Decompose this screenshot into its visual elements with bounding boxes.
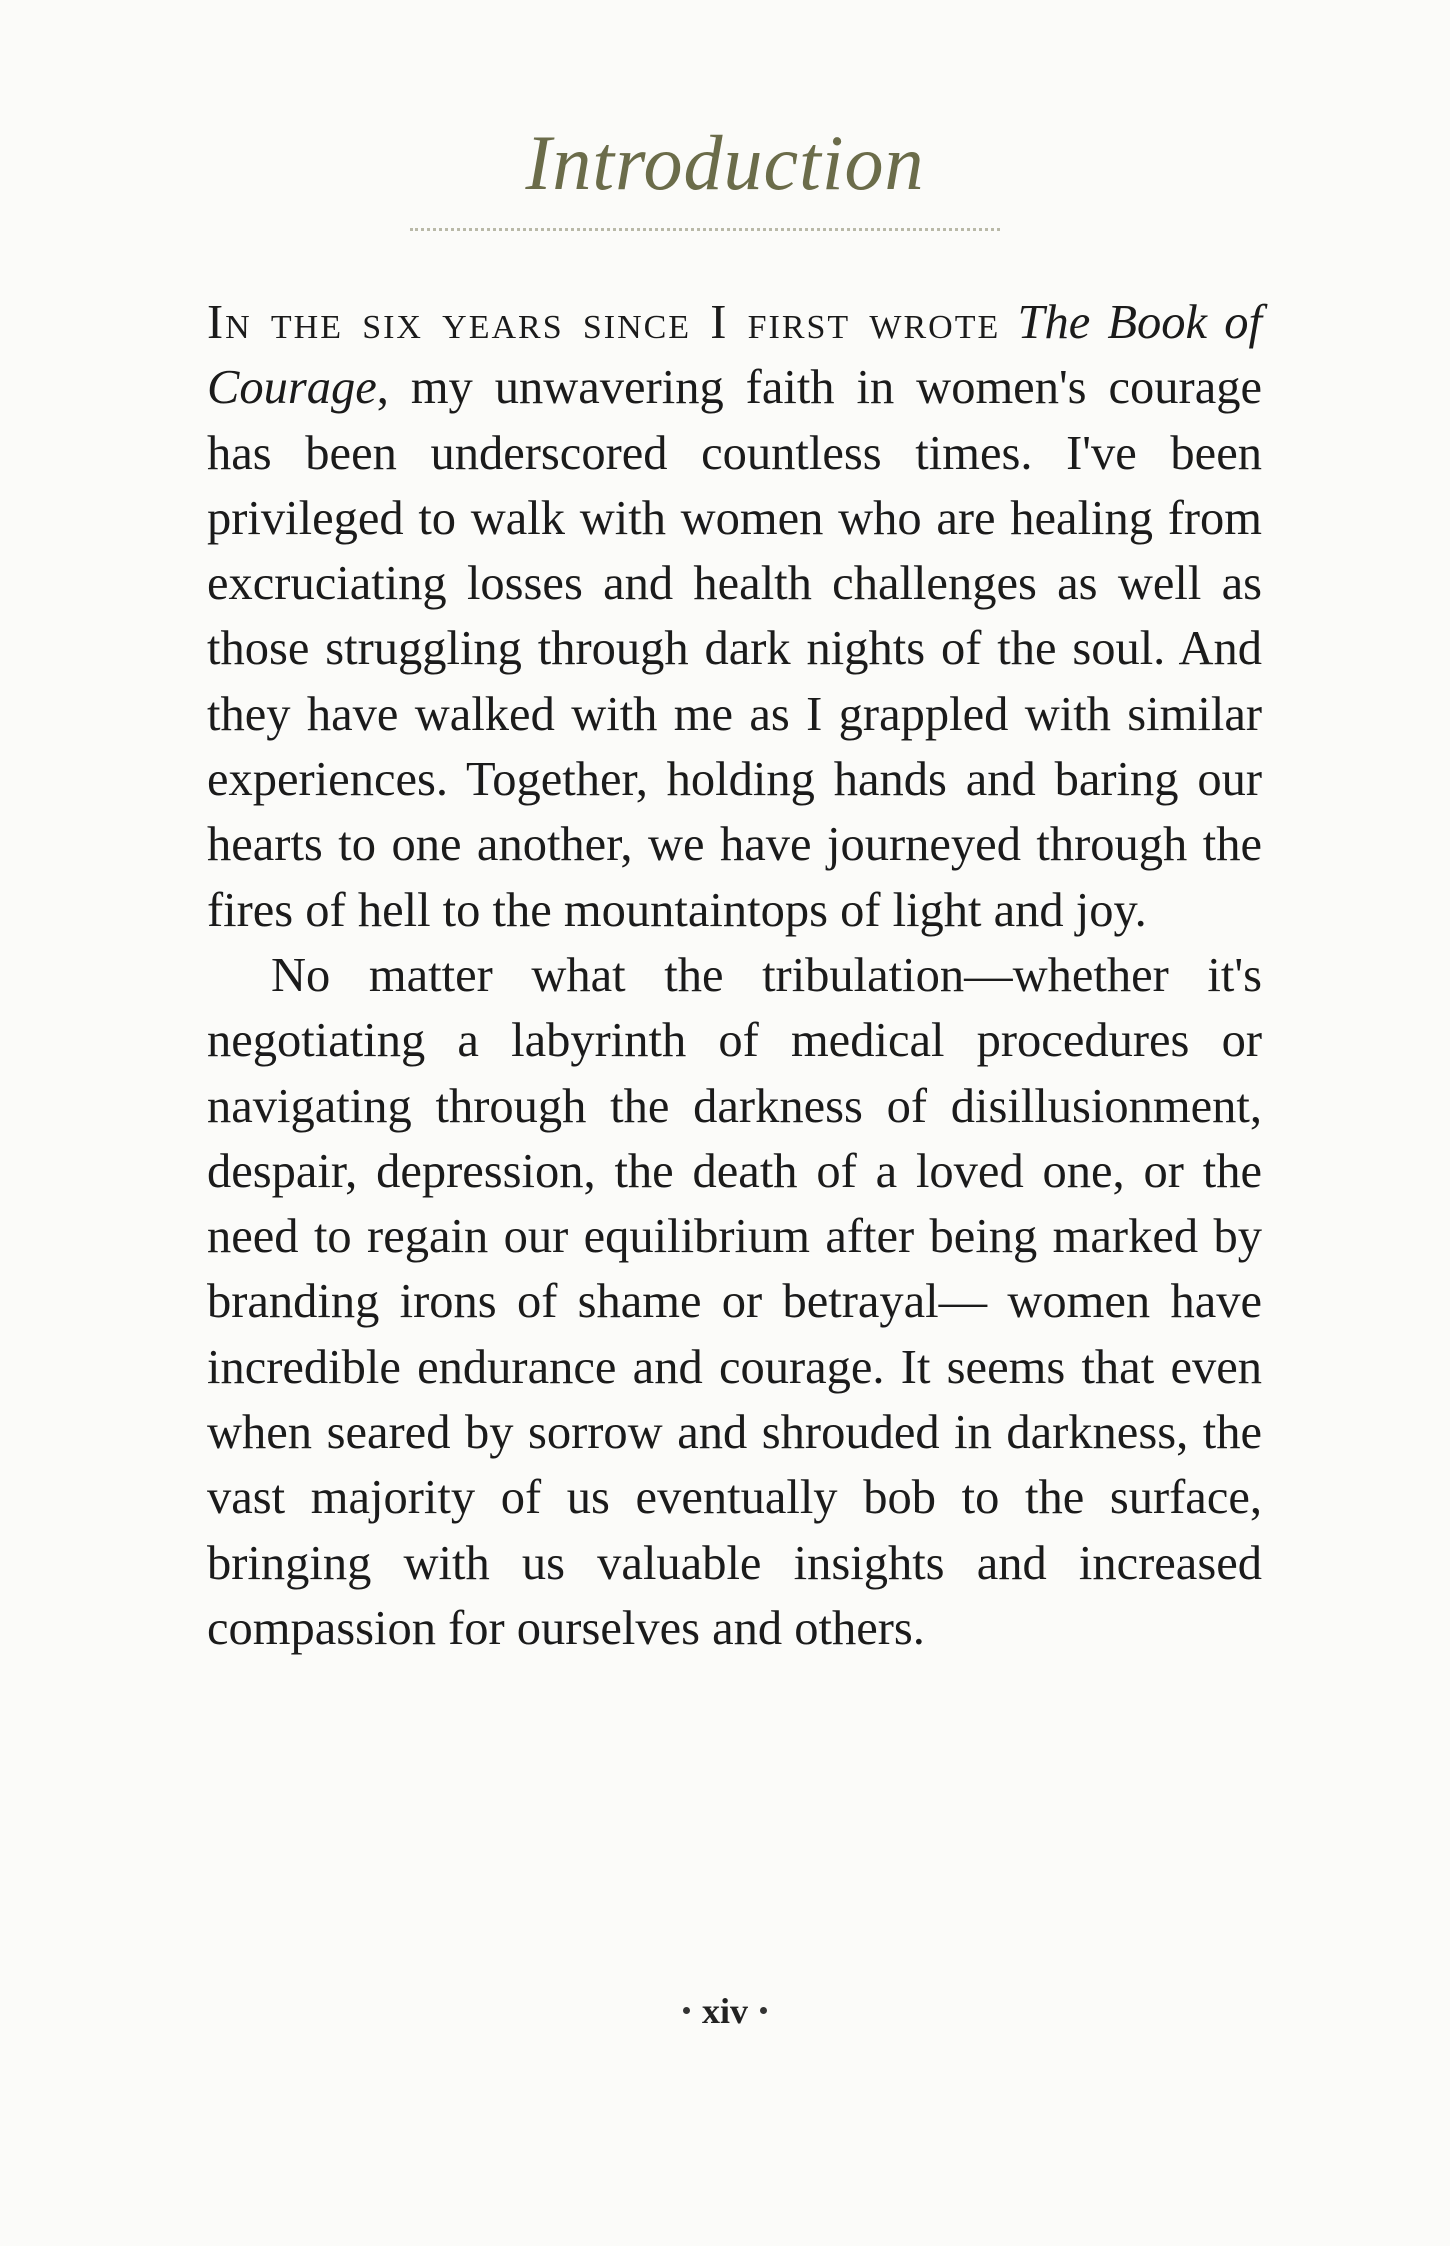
- paragraph-2: [207, 943, 1262, 1661]
- page-number: [0, 1990, 1450, 2032]
- paragraph-1: [207, 290, 1262, 943]
- page-number-text: xiv: [701, 1991, 748, 2031]
- book-title: The Book of Courage: [207, 296, 1262, 415]
- dotted-rule: [410, 228, 1000, 231]
- opening-smallcaps: In the six years since I first wrote: [207, 296, 1001, 349]
- body-text: [207, 290, 1262, 1661]
- paragraph-1-text: , my unwavering faith in women's courage has been underscored countless times. I've been privileged to walk with women who are healing from excruciating losses and health challenges as well as those struggling through dark nights of the soul. And they have walked with me as I grappled with similar experiences. Together, holding hands and baring our hearts to one another, we have journeyed through the fires of hell to the mountaintops of light and joy.: [207, 361, 1262, 937]
- bullet-icon: [683, 2007, 690, 2014]
- bullet-icon: [760, 2007, 767, 2014]
- paragraph-2-text: No matter what the tribulation—whether it's negotiating a labyrinth of medical procedures or navigating through the darkness of disillusionment, despair, depression, the death of a loved one, or the need to regain our equilibrium after being marked by branding irons of shame or betrayal— women have incredible endurance and courage. It seems that even when seared by sorrow and shrouded in darkness, the vast majority of us eventually bob to the surface, bringing with us valuable insights and increased compassion for ourselves and others.: [207, 948, 1262, 1655]
- chapter-heading: Introduction: [525, 119, 925, 206]
